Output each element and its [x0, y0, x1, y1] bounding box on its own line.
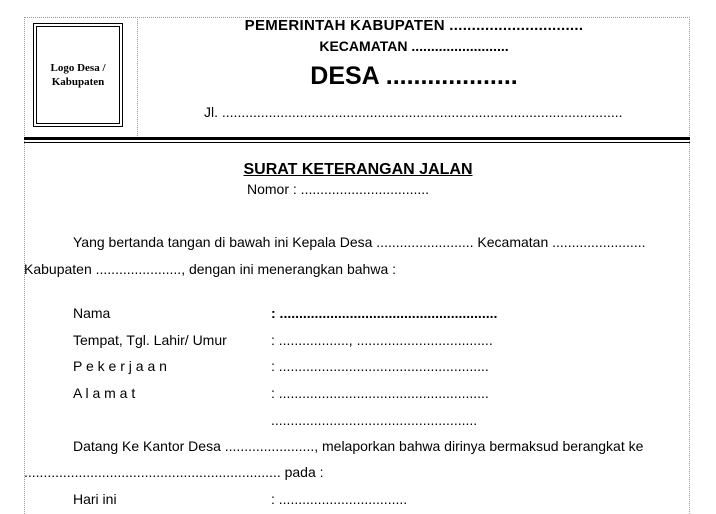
- travel-line-1: Datang Ke Kantor Desa ......................., melaporkan bahwa dirinya bermaksud berangkat ke: [73, 438, 644, 454]
- field-value-alamat-cont: .....................................................: [271, 412, 478, 428]
- letter-title: SURAT KETERANGAN JALAN: [243, 161, 473, 178]
- field-label-nama: Nama: [73, 305, 111, 321]
- field-label-pekerjaan: P e k e r j a a n: [73, 358, 167, 374]
- field-value-nama: : ........................................................: [271, 305, 498, 321]
- intro-line-2: Kabupaten ......................, dengan ini menerangkan bahwa :: [24, 261, 397, 277]
- header-address: Jl. .......................................................................................................: [204, 104, 623, 120]
- travel-line-2: .................................................................. pada :: [24, 464, 324, 480]
- header-kabupaten: PEMERINTAH KABUPATEN ..............................: [244, 17, 584, 34]
- intro-line-1: Yang bertanda tangan di bawah ini Kepala Desa ......................... Kecamatan ........................: [73, 234, 646, 250]
- header-desa: DESA ...................: [310, 62, 518, 90]
- header-rule-thick: [24, 137, 690, 140]
- field-label-hari: Hari ini: [73, 491, 117, 507]
- field-value-alamat: : ......................................................: [271, 385, 489, 401]
- field-label-alamat: A l a m a t: [73, 385, 136, 401]
- page-margin-right: [689, 17, 690, 514]
- letter-number: Nomor : .................................: [247, 181, 430, 197]
- field-value-ttl: : .................., ...................................: [271, 332, 493, 348]
- header-rule-thin: [24, 142, 690, 143]
- field-value-pekerjaan: : ......................................................: [271, 358, 489, 374]
- logo-placeholder-text: Logo Desa / Kabupaten: [36, 26, 120, 124]
- table-cell-divider: [137, 17, 138, 136]
- logo-placeholder-box: [33, 23, 123, 127]
- header-kecamatan: KECAMATAN .........................: [319, 38, 509, 54]
- field-value-hari: : .................................: [271, 491, 408, 507]
- field-label-ttl: Tempat, Tgl. Lahir/ Umur: [73, 332, 227, 348]
